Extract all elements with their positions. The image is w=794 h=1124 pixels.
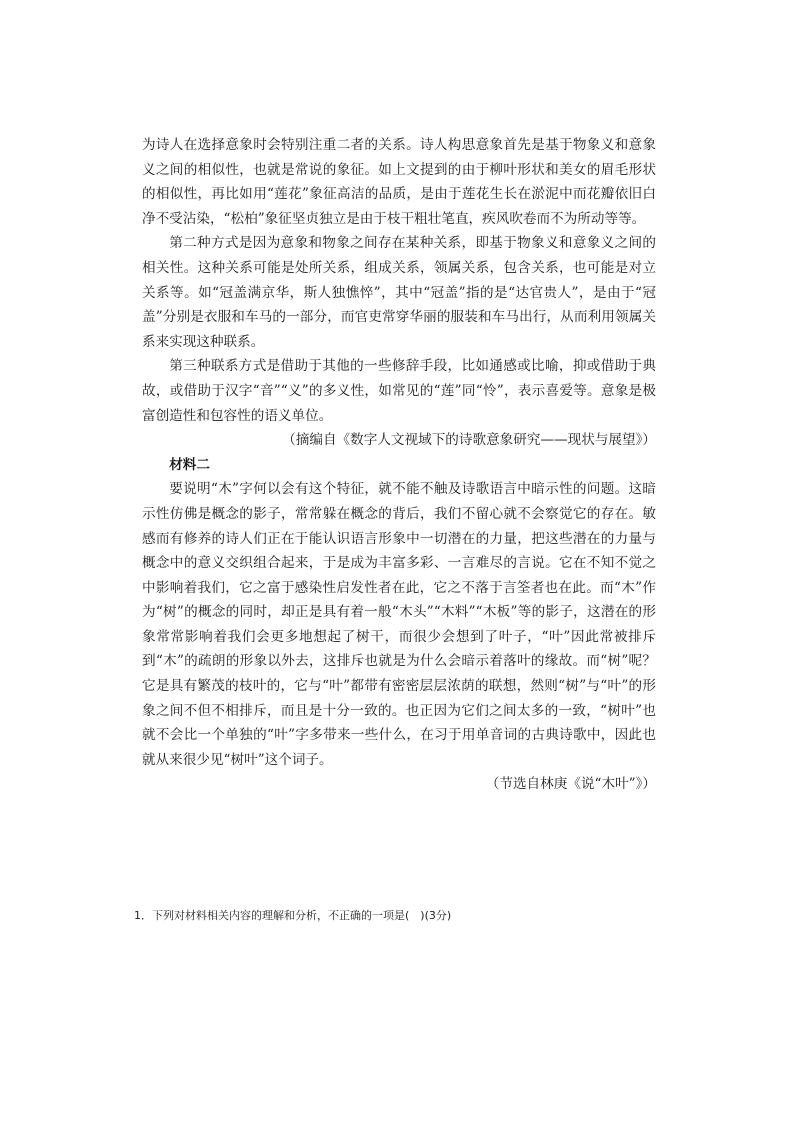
material-two-paragraph-1: 要说明“木”字何以会有这个特征，就不能不触及诗歌语言中暗示性的问题。这暗示性仿佛是概念的影子，常常躲在概念的背后，我们不留心就不会察觉它的存在。敏感而有修养的诗人们正在于能认识语言形象中一切潜在的力量，把这些潜在的力量与概念中的意义交织组合起来，于是成为丰富多彩、一言难尽的言说。它在不知不觉之中影响着我们，它之富于感染性启发性者在此，它之不落于言筌者也在此。而“木”作为“树”的概念的同时，却正是具有着一般“木头”“木料”“木板”等的影子，这潜在的形象常常影响着我们会更多地想起了树干，而很少会想到了叶子，“叶”因此常被排斥到“木”的疏朗的形象以外去，这排斥也就是为什么会暗示着落叶的缘故。而“树”呢？它是具有繁茂的枝叶的，它与“叶”都带有密密层层浓荫的联想，然则“树”与“叶”的形象之间不但不相排斥，而且是十分一致的。也正因为它们之间太多的一致，“树叶”也就不会比一个单独的“叶”字多带来一些什么，在习于用单音词的古典诗歌中，因此也就从来很少见“树叶”这个词子。 — [142, 481, 656, 768]
material-one-paragraph-1: 为诗人在选择意象时会特别注重二者的关系。诗人构思意象首先是基于物象义和意象义之间的相似性，也就是常说的象征。如上文提到的由于柳叶形状和美女的眉毛形状的相似性，再比如用“莲花”象征高洁的品质，是由于莲花生长在淤泥中而花瓣依旧白净不受沾染，“松柏”象征坚贞独立是由于枝干粗壮笔直，疾风吹卷而不为所动等等。 — [142, 137, 656, 227]
reading-passage — [142, 133, 656, 797]
material-two-heading: 材料二 — [169, 456, 210, 473]
material-one-source: （摘编自《数字人文视域下的诗歌意象研究——现状与展望》） — [282, 432, 656, 449]
question-1: 1．下列对材料相关内容的理解和分析，不正确的一项是( )(3分) — [134, 909, 452, 922]
material-two-source: （节选自林庚《说“木叶”》） — [485, 776, 656, 793]
material-one-paragraph-3: 第三种联系方式是借助于其他的一些修辞手段，比如通感或比喻，抑或借助于典故，或借助于汉字“音”“义”的多义性，如常见的“莲”同“怜”，表示喜爱等。意象是极富创造性和包容性的语义单位。 — [142, 358, 656, 424]
material-one-paragraph-2: 第二种方式是因为意象和物象之间存在某种关系，即基于物象义和意象义之间的相关性。这种关系可能是处所关系，组成关系，领属关系，包含关系，也可能是对立关系等。如“冠盖满京华，斯人独憔悴”，其中“冠盖”指的是“达官贵人”，是由于“冠盖”分别是衣服和车马的一部分，而官吏常穿华丽的服装和车马出行，从而利用领属关系来实现这种联系。 — [142, 235, 656, 350]
